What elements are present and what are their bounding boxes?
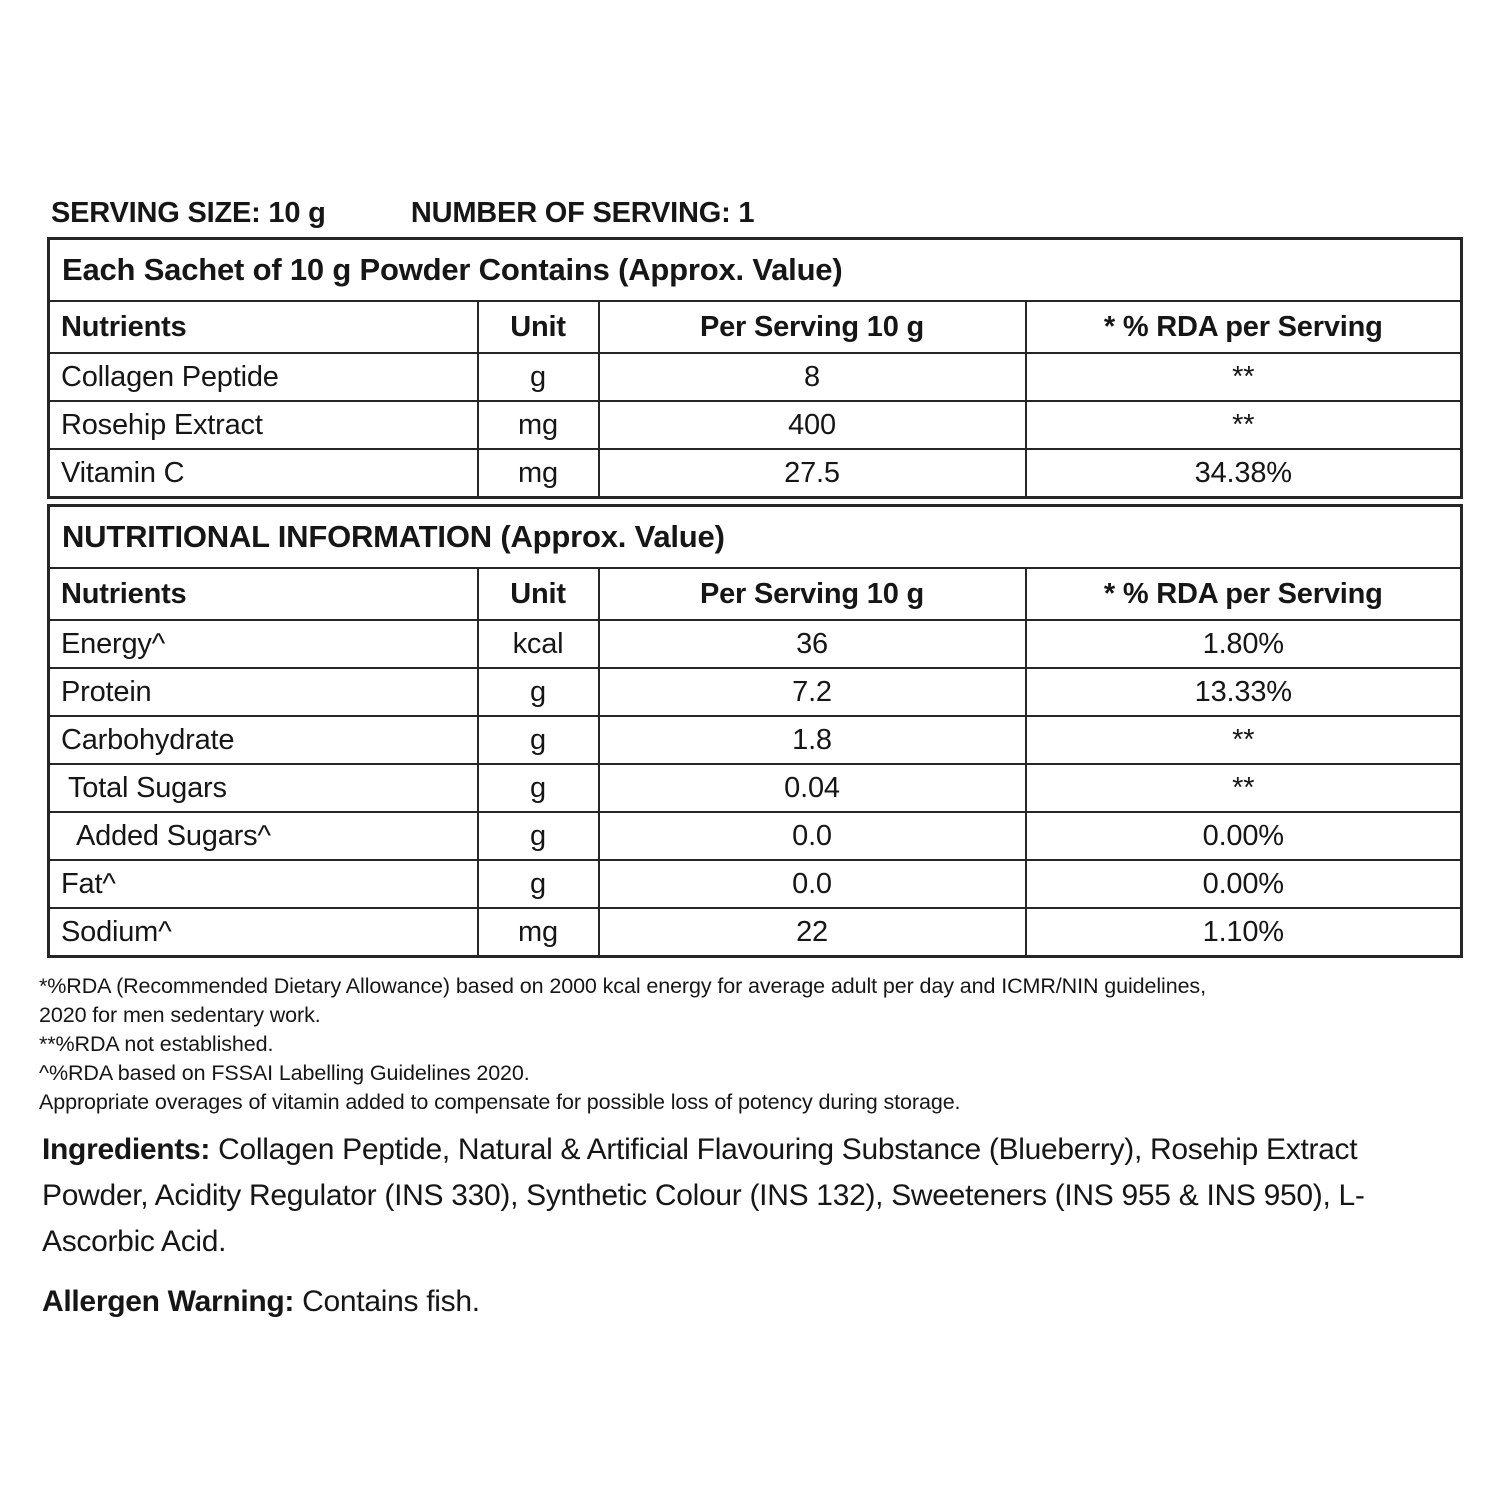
rda-cell: 1.10% <box>1026 908 1462 957</box>
per-serving-cell: 0.0 <box>599 812 1026 860</box>
unit-cell: g <box>478 668 599 716</box>
table-row <box>49 449 1462 498</box>
allergen-warning-section <box>42 1279 1460 1325</box>
allergen-warning-label: Allergen Warning: <box>42 1285 295 1318</box>
unit-cell: mg <box>478 449 599 498</box>
unit-cell: g <box>478 860 599 908</box>
column-header-unit: Unit <box>478 301 599 353</box>
column-header-unit: Unit <box>478 568 599 620</box>
footnotes <box>39 972 1460 1117</box>
per-serving-cell: 7.2 <box>599 668 1026 716</box>
table-row <box>49 860 1462 908</box>
ingredients-text: Collagen Peptide, Natural & Artificial Flavouring Substance (Blueberry), Rosehip Extract Powder, Acidity Regulator (INS 330), Synthetic Colour (INS 132), Sweeteners (INS 955 & INS 950), L-Ascorbic Acid. <box>42 1133 1365 1258</box>
column-header-per-serving: Per Serving 10 g <box>599 568 1026 620</box>
unit-cell: g <box>478 764 599 812</box>
nutrient-name-cell: Energy^ <box>49 620 478 668</box>
column-header-row <box>49 301 1462 353</box>
column-header-per-serving: Per Serving 10 g <box>599 301 1026 353</box>
column-header-row <box>49 568 1462 620</box>
nutritional-information-table <box>47 504 1463 958</box>
serving-size-label: SERVING SIZE: 10 g <box>51 197 326 229</box>
nutrient-name-cell: Protein <box>49 668 478 716</box>
nutritional-information-title: NUTRITIONAL INFORMATION (Approx. Value) <box>49 506 1462 569</box>
table-row <box>49 668 1462 716</box>
nutrient-name-cell: Rosehip Extract <box>49 401 478 449</box>
per-serving-cell: 0.04 <box>599 764 1026 812</box>
nutrient-name-cell: Collagen Peptide <box>49 353 478 401</box>
per-serving-cell: 0.0 <box>599 860 1026 908</box>
table-row <box>49 353 1462 401</box>
sachet-contents-table <box>47 237 1463 499</box>
footnote-line: **%RDA not established. <box>39 1032 274 1056</box>
table-row <box>49 812 1462 860</box>
per-serving-cell: 400 <box>599 401 1026 449</box>
rda-cell: 1.80% <box>1026 620 1462 668</box>
unit-cell: mg <box>478 908 599 957</box>
nutrient-name-cell: Vitamin C <box>49 449 478 498</box>
rda-cell: ** <box>1026 401 1462 449</box>
column-header-rda: * % RDA per Serving <box>1026 301 1462 353</box>
nutrition-label <box>39 197 1460 1325</box>
column-header-nutrients: Nutrients <box>49 301 478 353</box>
rda-cell: ** <box>1026 353 1462 401</box>
per-serving-cell: 27.5 <box>599 449 1026 498</box>
column-header-nutrients: Nutrients <box>49 568 478 620</box>
table-row <box>49 764 1462 812</box>
unit-cell: mg <box>478 401 599 449</box>
sachet-contents-title-row <box>49 239 1462 302</box>
nutritional-information-title-row <box>49 506 1462 569</box>
serving-info-line <box>51 197 1460 230</box>
allergen-warning-text: Contains fish. <box>294 1285 480 1318</box>
unit-cell: kcal <box>478 620 599 668</box>
table-row <box>49 620 1462 668</box>
nutrient-name-cell: Added Sugars^ <box>49 812 478 860</box>
table-row <box>49 908 1462 957</box>
unit-cell: g <box>478 353 599 401</box>
number-of-serving-label: NUMBER OF SERVING: 1 <box>410 197 755 229</box>
rda-cell: 0.00% <box>1026 812 1462 860</box>
ingredients-label: Ingredients: <box>42 1133 211 1166</box>
per-serving-cell: 22 <box>599 908 1026 957</box>
nutrient-name-cell: Fat^ <box>49 860 478 908</box>
footnote-line: ^%RDA based on FSSAI Labelling Guidelines 2020. <box>39 1061 530 1085</box>
rda-cell: 0.00% <box>1026 860 1462 908</box>
nutrient-name-cell: Carbohydrate <box>49 716 478 764</box>
table-row <box>49 716 1462 764</box>
rda-cell: ** <box>1026 764 1462 812</box>
unit-cell: g <box>478 812 599 860</box>
table-row <box>49 401 1462 449</box>
column-header-rda: * % RDA per Serving <box>1026 568 1462 620</box>
unit-cell: g <box>478 716 599 764</box>
rda-cell: 34.38% <box>1026 449 1462 498</box>
nutrient-name-cell: Sodium^ <box>49 908 478 957</box>
per-serving-cell: 8 <box>599 353 1026 401</box>
footnote-line: 2020 for men sedentary work. <box>39 1003 321 1027</box>
nutrient-name-cell: Total Sugars <box>49 764 478 812</box>
sachet-contents-title: Each Sachet of 10 g Powder Contains (Approx. Value) <box>49 239 1462 302</box>
per-serving-cell: 1.8 <box>599 716 1026 764</box>
footnote-line: Appropriate overages of vitamin added to compensate for possible loss of potency during storage. <box>39 1090 961 1114</box>
per-serving-cell: 36 <box>599 620 1026 668</box>
footnote-line: *%RDA (Recommended Dietary Allowance) based on 2000 kcal energy for average adult per day and ICMR/NIN guidelines, <box>39 974 1206 998</box>
ingredients-section <box>42 1127 1407 1265</box>
rda-cell: ** <box>1026 716 1462 764</box>
rda-cell: 13.33% <box>1026 668 1462 716</box>
